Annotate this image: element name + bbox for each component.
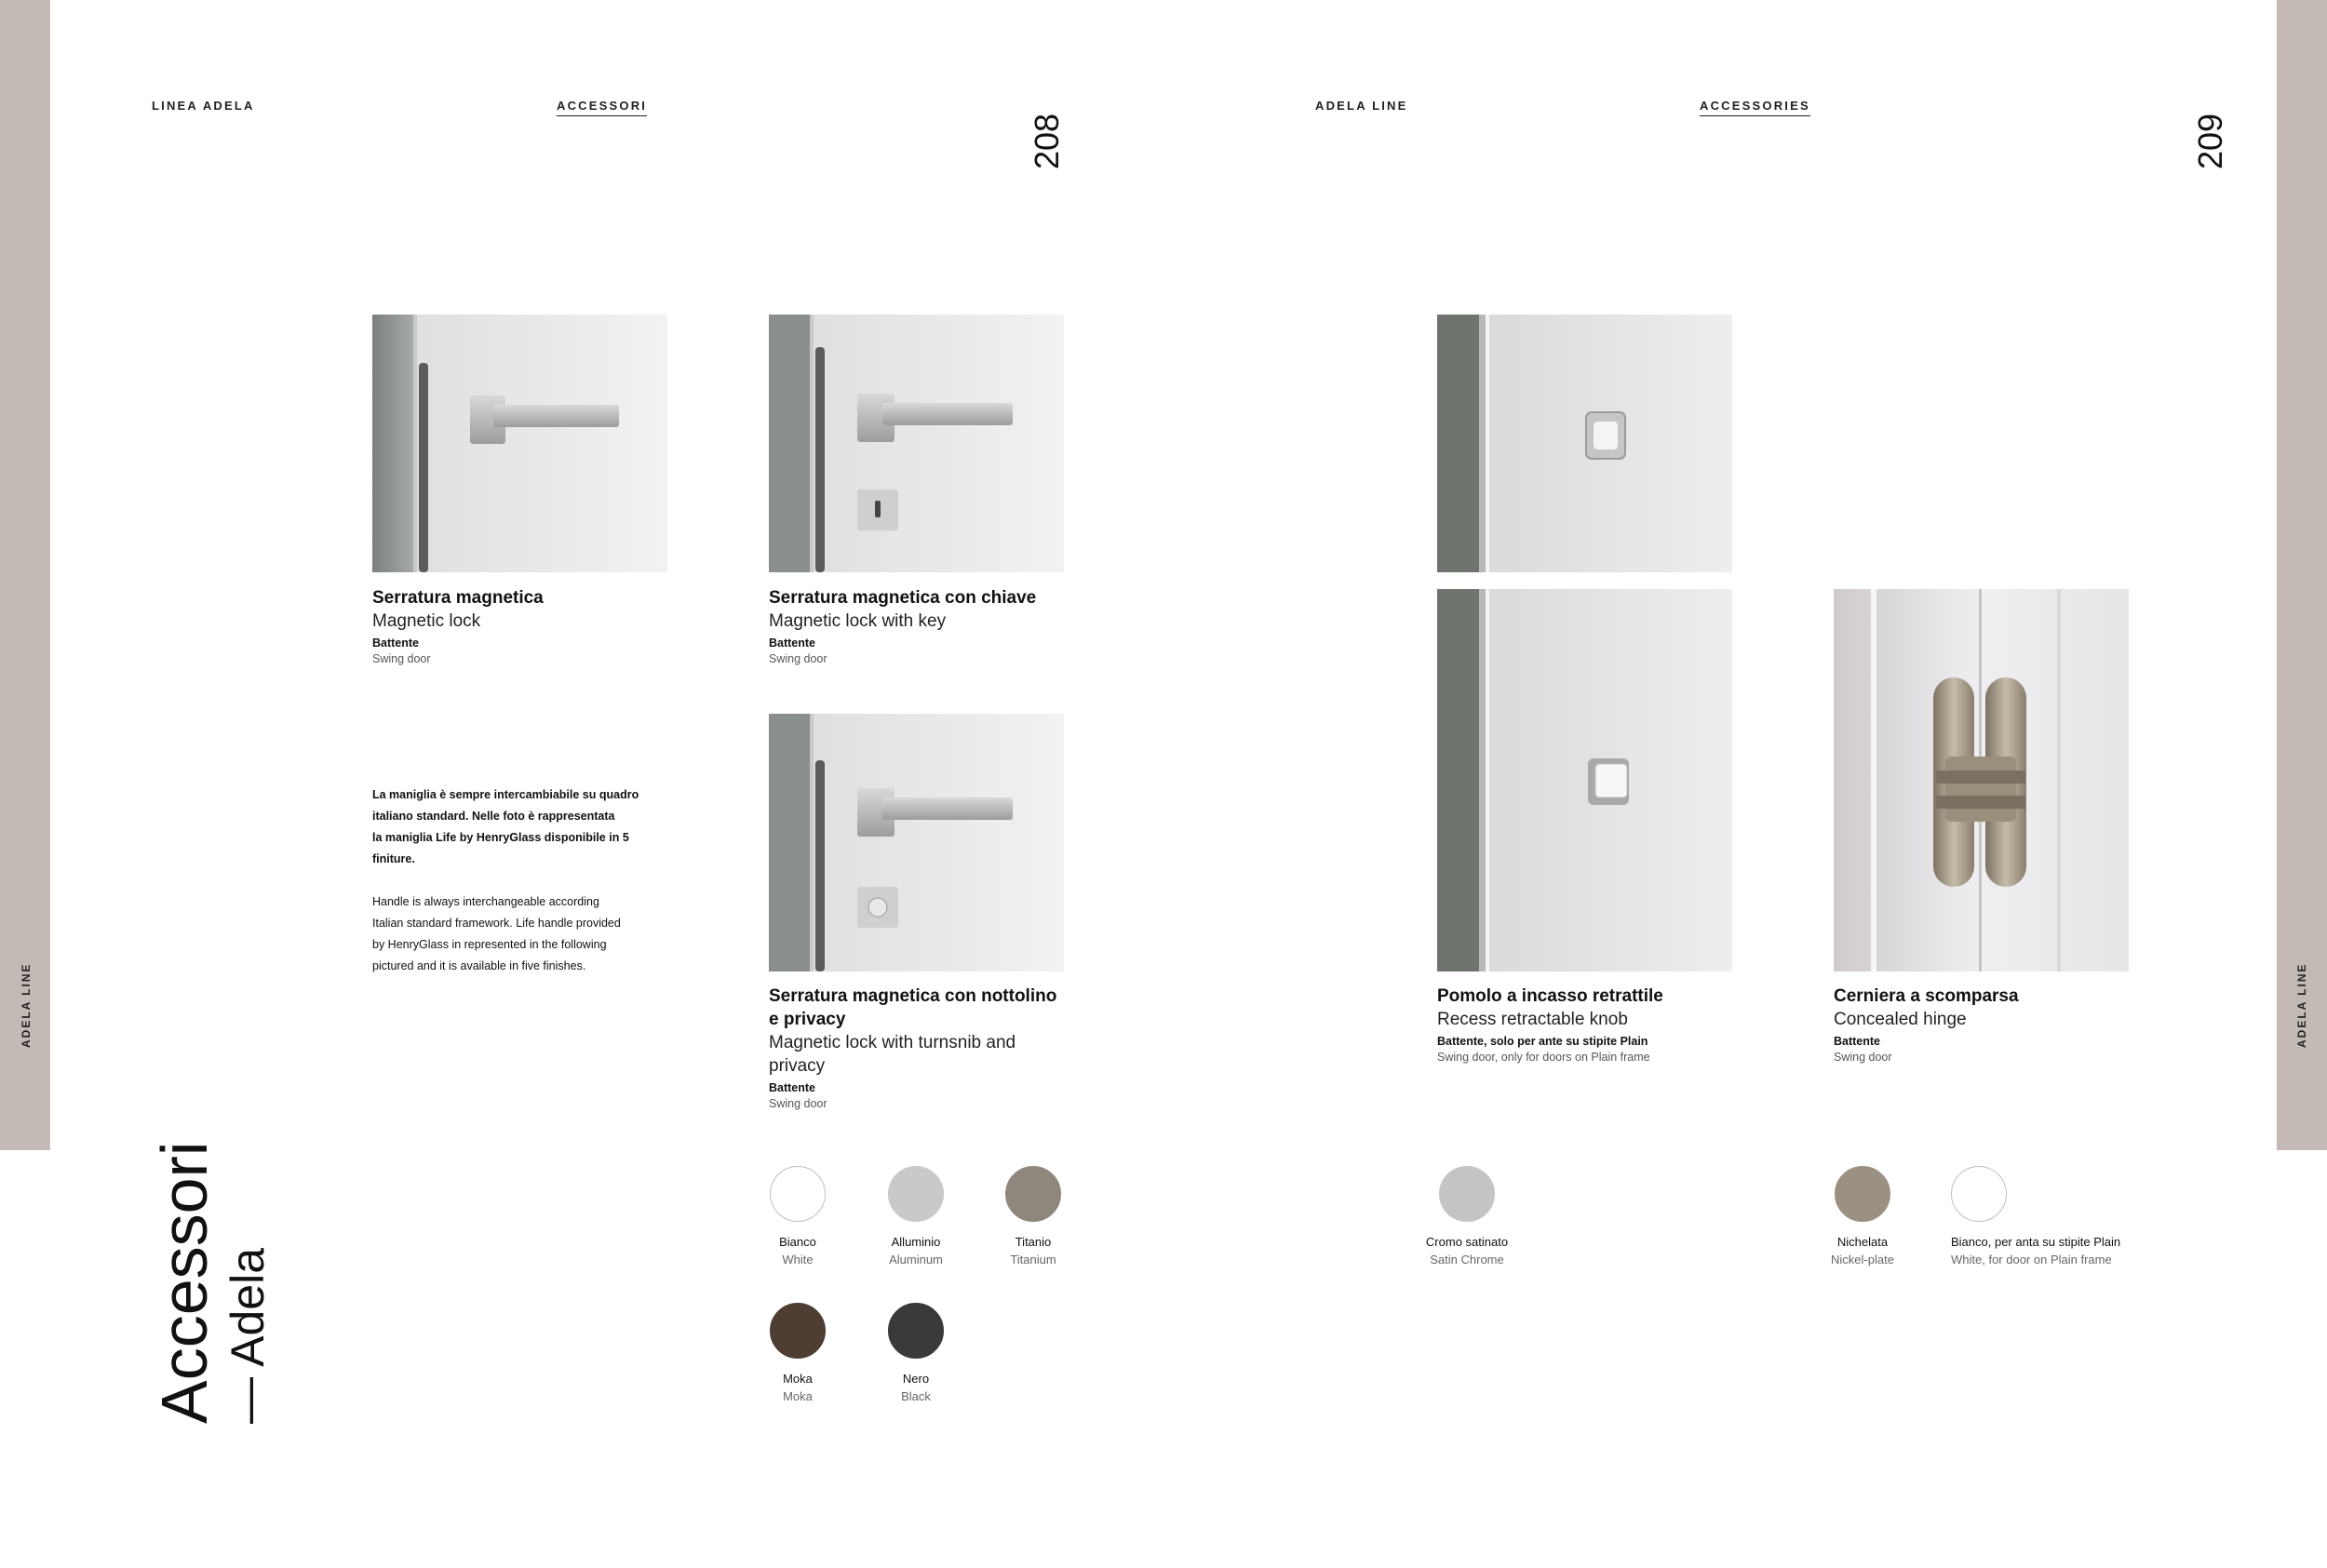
magnetic-lock-key-photo xyxy=(769,315,1064,572)
finish-name-it: Bianco xyxy=(779,1235,816,1249)
finish-color-dot xyxy=(770,1303,826,1359)
finish-name-en: White xyxy=(782,1253,814,1266)
finish-name-it: Nero xyxy=(902,1372,930,1386)
finish-name-en: Nickel-plate xyxy=(1831,1253,1894,1266)
line-label-right: ADELA LINE xyxy=(1315,99,1408,113)
product-type-it: Battente, solo per ante su stipite Plain xyxy=(1437,1035,1648,1048)
note-en-line: Italian standard framework. Life handle provided xyxy=(372,917,621,930)
product-type-en: Swing door xyxy=(372,652,431,665)
note-it-line: italiano standard. Nelle foto è rappresentata xyxy=(372,810,615,823)
finish-name-it: Alluminio xyxy=(891,1235,941,1249)
finish-name-en: White, for door on Plain frame xyxy=(1951,1253,2112,1266)
product-title-it: Pomolo a incasso retrattile xyxy=(1437,986,1663,1006)
concealed-hinge-photo xyxy=(1834,589,2129,972)
finish-color-dot xyxy=(770,1166,826,1222)
product-title-en-1: Magnetic lock with turnsnib and xyxy=(769,1033,1016,1052)
product-type-it: Battente xyxy=(769,1081,816,1094)
section-label-left[interactable]: ACCESSORI xyxy=(557,99,647,116)
product-type-it: Battente xyxy=(372,637,420,650)
note-en-line: pictured and it is available in five finishes. xyxy=(372,959,586,972)
finish-name-it: Nichelata xyxy=(1836,1235,1889,1249)
finish-name-en: Titanium xyxy=(1010,1253,1056,1266)
recess-knob-closed-photo xyxy=(1437,315,1732,572)
note-it-line: la maniglia Life by HenryGlass disponibile in 5 xyxy=(372,831,629,844)
magnetic-lock-key-caption xyxy=(769,586,1076,665)
note-it-line: La maniglia è sempre intercambiabile su quadro xyxy=(372,788,639,801)
finish-swatch-titanio[interactable] xyxy=(973,1166,1094,1266)
finish-name-en: Aluminum xyxy=(889,1253,943,1266)
finish-name-en: Moka xyxy=(783,1389,813,1403)
product-title-en: Concealed hinge xyxy=(1834,1010,1967,1029)
product-type-en: Swing door, only for doors on Plain frame xyxy=(1437,1051,1650,1064)
finish-name-en: Black xyxy=(901,1389,931,1403)
product-title-it-1: Serratura magnetica con nottolino xyxy=(769,986,1057,1006)
magnetic-lock-privacy-photo xyxy=(769,714,1064,972)
magnetic-lock-photo xyxy=(372,315,667,572)
product-type-en: Swing door xyxy=(769,1097,827,1110)
finish-name-it: Bianco, per anta su stipite Plain xyxy=(1951,1235,2121,1249)
finish-swatch-alluminio[interactable] xyxy=(855,1166,976,1266)
magnetic-lock-caption xyxy=(372,586,679,665)
finish-color-dot xyxy=(1951,1166,2007,1222)
finish-color-dot xyxy=(888,1166,944,1222)
finish-color-dot xyxy=(888,1303,944,1359)
right-side-label: ADELA LINE xyxy=(2295,962,2308,1048)
finish-swatch-cromo-satinato[interactable] xyxy=(1406,1166,1527,1266)
product-title-en: Magnetic lock with key xyxy=(769,611,947,631)
section-label-right[interactable]: ACCESSORIES xyxy=(1700,99,1810,116)
finish-swatch-nichelata[interactable] xyxy=(1802,1166,1923,1266)
finish-name-it: Moka xyxy=(783,1372,813,1386)
recess-knob-caption xyxy=(1437,985,1772,1064)
finish-color-dot xyxy=(1835,1166,1890,1222)
page-number-left: 208 xyxy=(1028,113,1066,169)
finish-name-it: Titanio xyxy=(1015,1235,1052,1249)
product-title-it: Serratura magnetica con chiave xyxy=(769,588,1037,608)
finish-name-en: Satin Chrome xyxy=(1430,1253,1504,1266)
left-side-label: ADELA LINE xyxy=(20,962,33,1048)
product-title-en: Recess retractable knob xyxy=(1437,1010,1628,1029)
finish-name-it: Cromo satinato xyxy=(1425,1235,1509,1249)
product-type-it: Battente xyxy=(769,637,816,650)
line-label-left: LINEA ADELA xyxy=(152,99,255,113)
product-type-en: Swing door xyxy=(769,652,827,665)
finish-swatch-nero[interactable] xyxy=(855,1303,976,1403)
finish-swatch-moka[interactable] xyxy=(737,1303,858,1403)
product-title-it: Cerniera a scomparsa xyxy=(1834,986,2019,1006)
finish-color-dot xyxy=(1005,1166,1061,1222)
product-title-en: Magnetic lock xyxy=(372,611,481,631)
page-number-right: 209 xyxy=(2191,113,2229,169)
product-type-en: Swing door xyxy=(1834,1051,1892,1064)
product-title-it: Serratura magnetica xyxy=(372,588,544,608)
note-en-line: Handle is always interchangeable according xyxy=(372,895,599,908)
concealed-hinge-caption xyxy=(1834,985,2141,1064)
note-it-line: finiture. xyxy=(372,852,415,865)
finish-swatch-bianco-plain[interactable] xyxy=(1951,1166,2165,1266)
recess-knob-photo xyxy=(1437,589,1732,972)
section-big-title: Accessori xyxy=(148,1141,221,1424)
section-big-subtitle: — Adela xyxy=(222,1247,274,1424)
finish-swatch-bianco[interactable] xyxy=(737,1166,858,1266)
finish-color-dot xyxy=(1439,1166,1495,1222)
product-title-it-2: e privacy xyxy=(769,1010,846,1029)
product-title-en-2: privacy xyxy=(769,1056,826,1076)
note-en-line: by HenryGlass in represented in the following xyxy=(372,938,607,951)
product-type-it: Battente xyxy=(1834,1035,1881,1048)
handle-note xyxy=(372,784,670,977)
magnetic-lock-privacy-caption xyxy=(769,985,1076,1110)
